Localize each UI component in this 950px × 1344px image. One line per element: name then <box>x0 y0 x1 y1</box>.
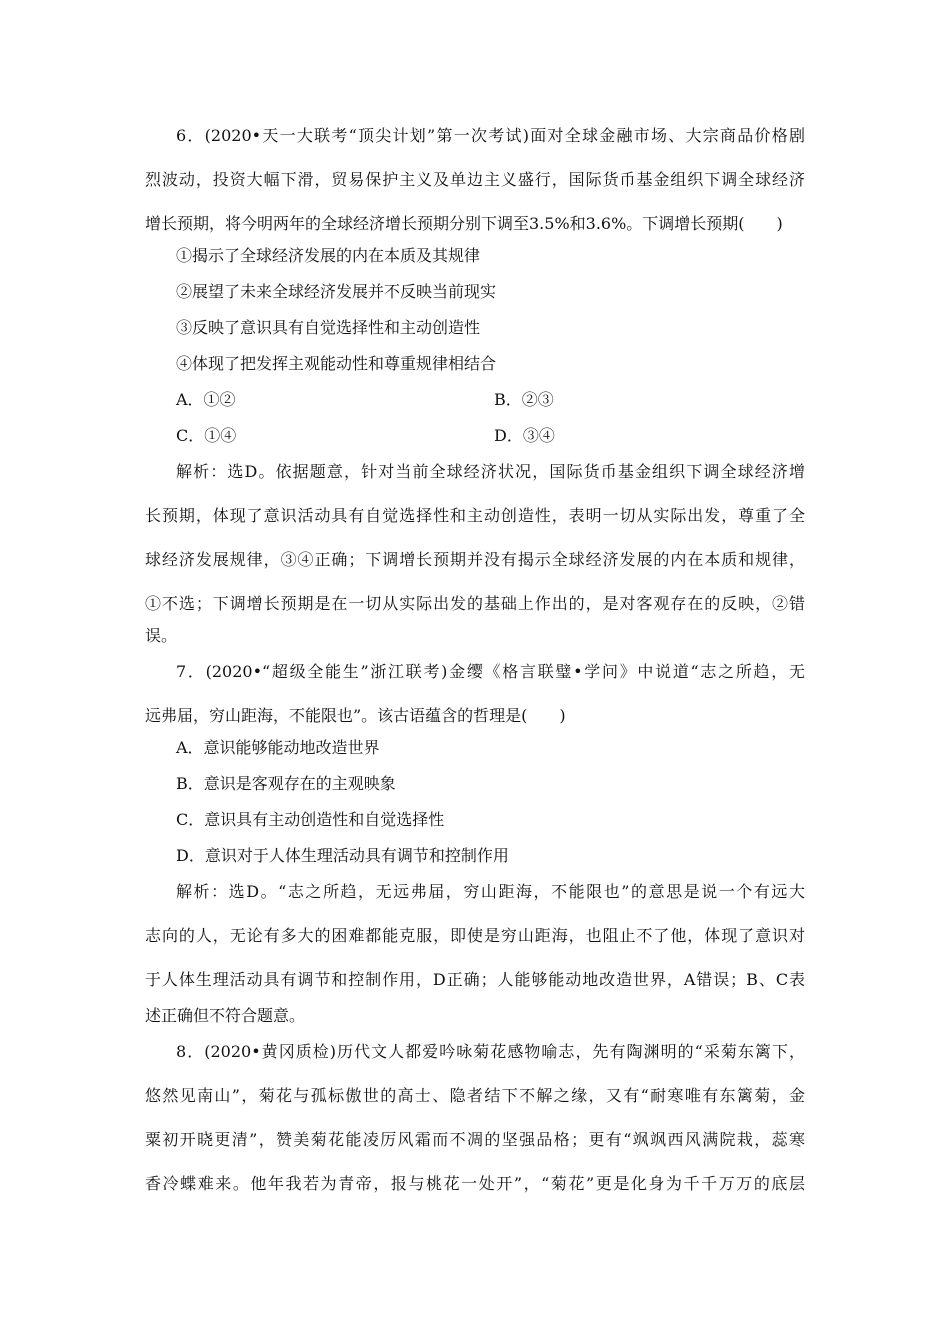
q6-item-2: ②展望了未来全球经济发展并不反映当前现实 <box>176 282 497 301</box>
q7-option-d: D．意识对于人体生理活动具有调节和控制作用 <box>176 846 509 865</box>
q6-item-3: ③反映了意识具有自觉选择性和主动创造性 <box>176 318 481 337</box>
q7-analysis-line-3: 于人体生理活动具有调节和控制作用，D正确；人能够能动地改造世界，A错误；B、C表 <box>145 970 805 989</box>
q7-option-c: C．意识具有主动创造性和自觉选择性 <box>176 810 445 829</box>
q6-analysis-line-1: 解析：选D。依据题意，针对当前全球经济状况，国际货币基金组织下调全球经济增 <box>176 462 805 481</box>
q8-stem-line-1: 8．(2020•黄冈质检)历代文人都爱吟咏菊花感物喻志，先有陶渊明的“采菊东篱下， <box>176 1042 805 1061</box>
q6-option-c: C．①④ <box>176 426 237 445</box>
q6-analysis-line-3: 球经济发展规律，③④正确；下调增长预期并没有揭示全球经济发展的内在本质和规律， <box>145 550 805 569</box>
q7-option-a: A．意识能够能动地改造世界 <box>176 738 380 757</box>
q7-option-b: B．意识是客观存在的主观映象 <box>176 774 396 793</box>
q7-analysis-line-4: 述正确但不符合题意。 <box>145 1006 306 1025</box>
q8-stem-line-3: 粟初开晓更清”，赞美菊花能凌厉风霜而不凋的坚强品格；更有“飒飒西风满院栽，蕊寒 <box>145 1130 805 1149</box>
q7-analysis-line-1: 解析：选D。“志之所趋，无远弗届，穷山距海，不能限也”的意思是说一个有远大 <box>176 882 805 901</box>
q7-stem-line-1: 7．(2020•“超级全能生”浙江联考)金缨《格言联璧•学问》中说道“志之所趋，无 <box>176 662 805 681</box>
q6-option-d: D．③④ <box>494 426 555 445</box>
q6-option-b: B．②③ <box>494 390 554 409</box>
q6-analysis-line-2: 长预期，体现了意识活动具有自觉选择性和主动创造性，表明一切从实际出发，尊重了全 <box>145 506 805 525</box>
q8-stem-line-4: 香冷蝶难来。他年我若为青帝，报与桃花一处开”，“菊花”更是化身为千千万万的底层 <box>145 1174 805 1193</box>
q6-stem-line-1: 6．(2020•天一大联考“顶尖计划”第一次考试)面对全球金融市场、大宗商品价格剧 <box>176 126 805 145</box>
q6-item-4: ④体现了把发挥主观能动性和尊重规律相结合 <box>176 354 497 373</box>
q7-analysis-line-2: 志向的人，无论有多大的困难都能克服，即使是穷山距海，也阻止不了他，体现了意识对 <box>145 926 805 945</box>
q7-stem-line-2: 远弗届，穷山距海，不能限也”。该古语蕴含的哲理是( ) <box>145 706 566 725</box>
q6-stem-line-2: 烈波动，投资大幅下滑，贸易保护主义及单边主义盛行，国际货币基金组织下调全球经济 <box>145 170 805 189</box>
q8-stem-line-2: 悠然见南山”，菊花与孤标傲世的高士、隐者结下不解之缘，又有“耐寒唯有东篱菊，金 <box>145 1086 805 1105</box>
q6-analysis-line-5: 误。 <box>145 626 178 645</box>
q6-option-a: A．①② <box>176 390 236 409</box>
q6-item-1: ①揭示了全球经济发展的内在本质及其规律 <box>176 246 481 265</box>
q6-stem-line-3: 增长预期，将今明两年的全球经济增长预期分别下调至3.5%和3.6%。下调增长预期( ) <box>145 214 783 233</box>
q6-analysis-line-4: ①不选；下调增长预期是在一切从实际出发的基础上作出的，是对客观存在的反映，②错 <box>145 594 805 613</box>
